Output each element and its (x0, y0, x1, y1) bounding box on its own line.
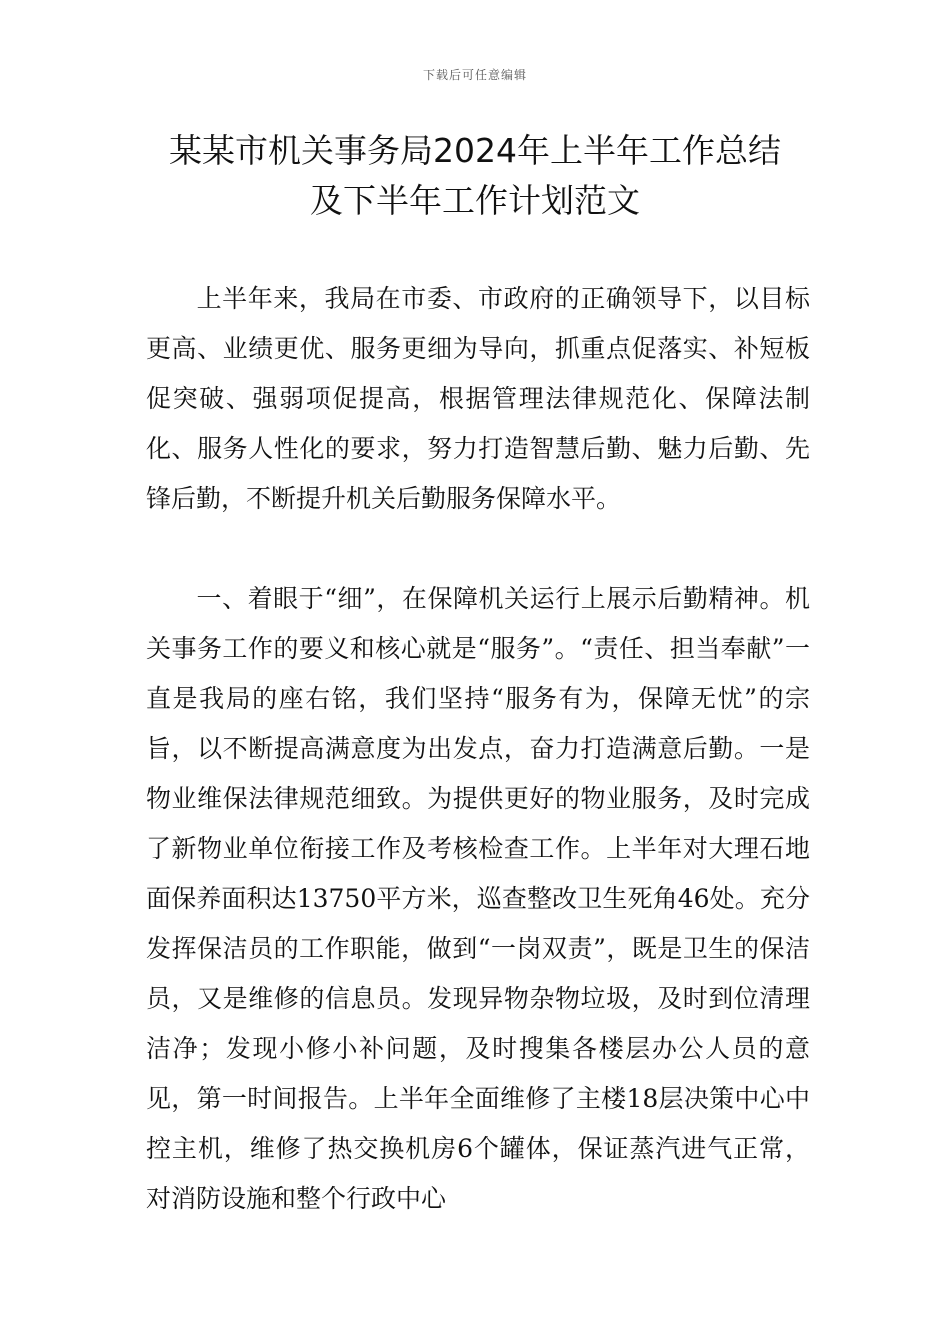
intro-paragraph-text: 上半年来，我局在市委、市政府的正确领导下，以目标更高、业绩更优、服务更细为导向，抓重点促落实、补短板促突破、强弱项促提高，根据管理法律规范化、保障法制化、服务人性化的要求，努力打造智慧后勤、魅力后勤、先锋后勤，不断提升机关后勤服务保障水平。 (146, 284, 810, 513)
document-title (100, 126, 850, 226)
section-one-paragraph-text: 一、着眼于“细”，在保障机关运行上展示后勤精神。机关事务工作的要义和核心就是“服务”。“责任、担当奉献”一直是我局的座右铭，我们坚持“服务有为，保障无忧”的宗旨，以不断提高满意度为出发点，奋力打造满意后勤。一是物业维保法律规范细致。为提供更好的物业服务，及时完成了新物业单位衔接工作及考核检查工作。上半年对大理石地面保养面积达13750平方米，巡查整改卫生死角46处。充分发挥保洁员的工作职能，做到“一岗双责”，既是卫生的保洁员，又是维修的信息员。发现异物杂物垃圾，及时到位清理洁净；发现小修小补问题，及时搜集各楼层办公人员的意见，第一时间报告。上半年全面维修了主楼18层决策中心中控主机，维修了热交换机房6个罐体，保证蒸汽进气正常，对消防设施和整个行政中心 (146, 584, 810, 1213)
title-line-1: 某某市机关事务局2024年上半年工作总结 (169, 131, 781, 170)
header-note: 下载后可任意编辑 (422, 68, 527, 82)
intro-paragraph (146, 274, 810, 524)
title-line-2: 及下半年工作计划范文 (310, 181, 640, 220)
section-one-paragraph (146, 574, 810, 1224)
